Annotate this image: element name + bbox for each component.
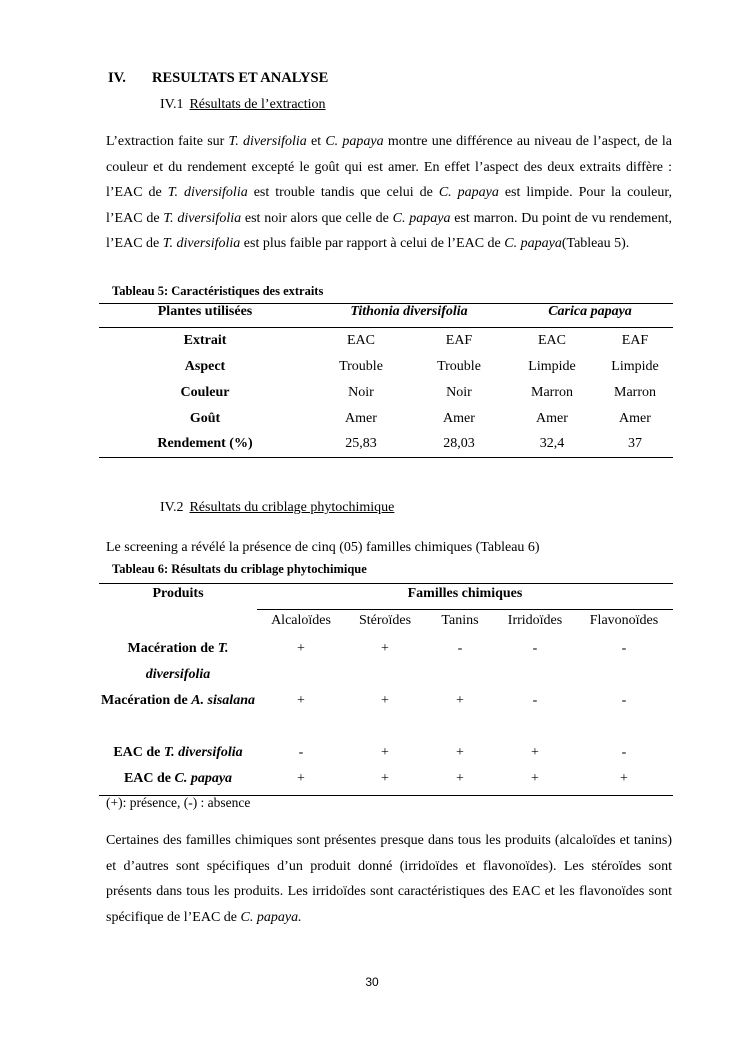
table-header-row: [99, 584, 673, 610]
table-subheader-row: Alcaloïdes Stéroïdes Tanins Irridoïdes Flavonoïdes: [271, 613, 659, 628]
header-products: Produits: [152, 586, 204, 601]
table-row: Couleur Noir Noir Marron Marron: [180, 384, 656, 400]
header-plants: Plantes utilisées: [157, 304, 253, 319]
table5-caption: Tableau 5: Caractéristiques des extraits: [112, 284, 324, 298]
table-header-row: [99, 304, 673, 328]
subsection-heading-screening: [160, 500, 394, 516]
subsection-title: Résultats du criblage phytochimique: [189, 500, 395, 515]
page-number: 30: [365, 975, 379, 989]
paragraph-conclusion: Certaines des familles chimiques sont présentes presque dans tous les produits (alcaloïdes et tanins) et d’autres sont spécifiques d’un produit donné (irridoïdes et flavonoïdes). Les stéroïdes sont présents dans tous les produits. Les irridoïdes sont caractéristiques des EAC et les flavonoïdes sont spécifique de l’EAC de C. papaya.: [106, 833, 672, 925]
paragraph-extraction: L’extraction faite sur T. diversifolia et C. papaya montre une différence au niveau de l’aspect, de la couleur et du rendement excepté le goût qui est amer. En effet l’aspect des deux extraits diffère : l’EAC de T. diversifolia est trouble tandis que celui de C. papaya est limpide. Pour la couleur, l’EAC de T. diversifolia est noir alors que celle de C. papaya est marron. Du point de vu rendement, l’EAC de T. diversifolia est plus faible par rapport à celui de l’EAC de C. papaya(Tableau 5).: [106, 134, 672, 251]
table-row: Rendement (%) 25,83 28,03 32,4 37: [99, 432, 673, 458]
subsection-title: Résultats de l’extraction: [189, 97, 326, 112]
subsection-heading-extraction: [160, 97, 326, 113]
table6-legend: (+): présence, (-) : absence: [106, 795, 251, 810]
header-families: Familles chimiques: [257, 584, 673, 610]
table-row: Macération de T. diversifolia + + - - -: [127, 640, 627, 682]
header-plant-tithonia: Tithonia diversifolia: [350, 304, 468, 319]
subsection-number: IV.1: [160, 97, 184, 112]
section-number: IV.: [108, 70, 126, 86]
table-row: Aspect Trouble Trouble Limpide Limpide: [184, 358, 659, 374]
table6-caption: Tableau 6: Résultats du criblage phytochimique: [112, 562, 367, 576]
header-plant-carica: Carica papaya: [548, 304, 632, 319]
paragraph-screening: Le screening a révélé la présence de cinq (05) familles chimiques (Tableau 6): [106, 540, 540, 555]
table-row: EAC de T. diversifolia - + + + -: [113, 744, 627, 760]
table-row: Extrait EAC EAF EAC EAF: [99, 328, 673, 354]
table-phytochemical-screening: [99, 583, 673, 796]
subsection-number: IV.2: [160, 500, 184, 515]
table-extract-characteristics: [99, 303, 673, 458]
table-row: Macération de A. sisalana + + + - -: [100, 692, 627, 708]
table-row: Goût Amer Amer Amer Amer: [189, 410, 651, 426]
section-heading: [108, 70, 328, 87]
section-title: RESULTATS ET ANALYSE: [152, 70, 329, 86]
table-row: EAC de C. papaya + + + + +: [99, 766, 673, 796]
